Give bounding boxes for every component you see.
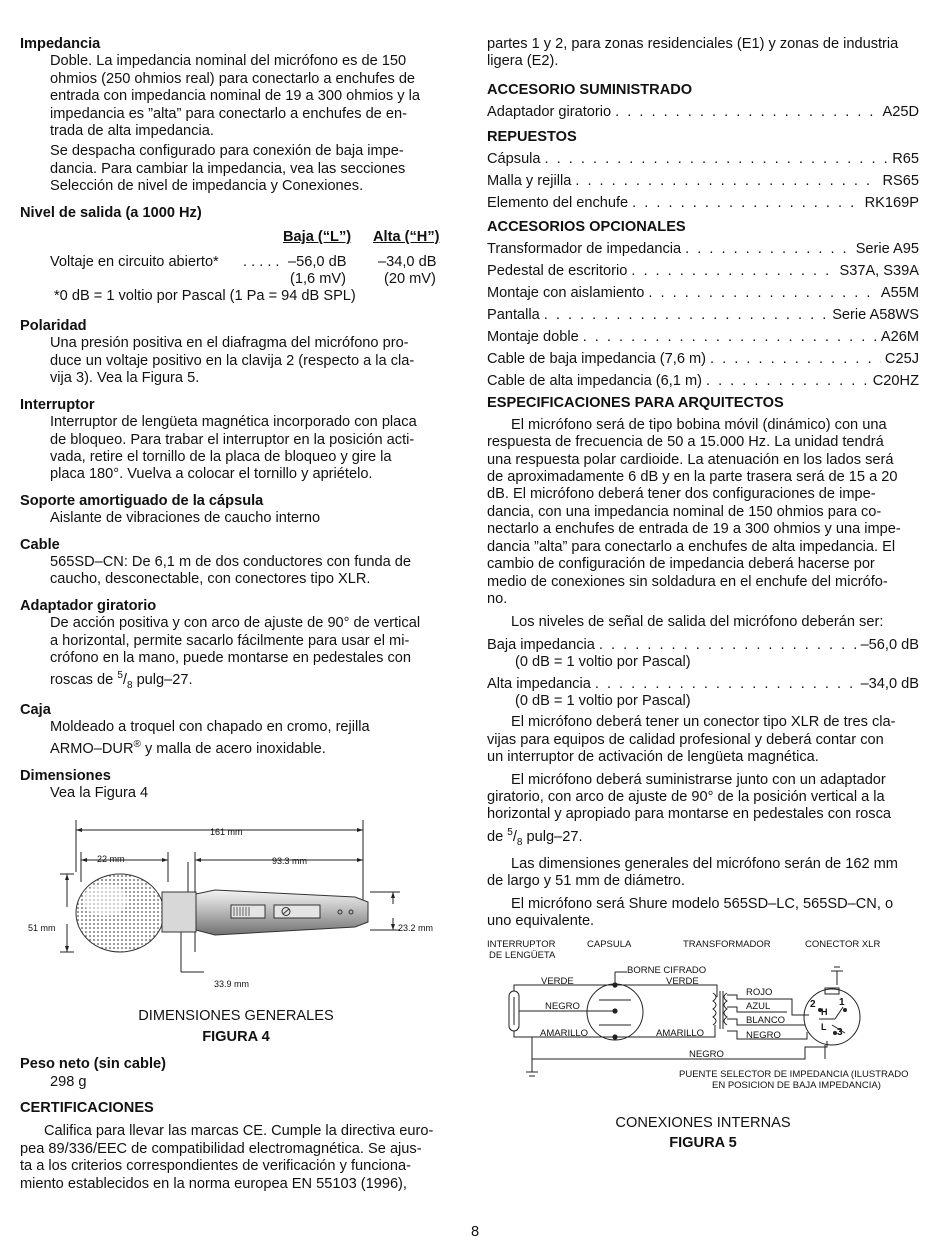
registered-mark: ® [133, 739, 141, 751]
text-line: nectarlo a enchufes de entrada de 19 a 300 ohmios y una impe- [487, 521, 901, 538]
label-borne-cifrado: BORNE CIFRADO [627, 964, 707, 976]
item-label: Montaje con aislamiento [487, 285, 645, 302]
text-line: 565SD–CN: De 6,1 m de dos conductores con funda de [50, 553, 412, 570]
text-line: roscas de $^5/_8$ pulg–27. [50, 670, 193, 692]
text-line: de $^5/_8$ pulg–27. [487, 826, 583, 848]
paragraph [50, 510, 452, 527]
text-line: impedancia es ”alta” para conectarlo a enchufes de en- [50, 105, 407, 122]
text-fragment: ARMO–DUR [50, 741, 134, 758]
text-line: Doble. La impedancia nominal del micrófono es de 150 [50, 53, 407, 70]
section-caja [20, 702, 452, 759]
section-heading: Polaridad [20, 318, 87, 335]
text-line: a horizontal, permite sacarlo fácilmente para usar el mi- [50, 632, 410, 649]
figure-4-caption: DIMENSIONES GENERALES [138, 1008, 334, 1025]
text-line: un interruptor de activación de lengüeta magnética. [487, 749, 819, 766]
text-line: entrada con impedancia nominal de 19 a 300 ohmios y la [50, 88, 420, 105]
paragraph [487, 714, 919, 766]
label-negro-1: NEGRO [545, 1000, 580, 1012]
leader-dots [632, 195, 860, 212]
figure-5-caption: CONEXIONES INTERNAS [615, 1114, 791, 1131]
item-value: Serie A95 [855, 241, 919, 258]
fraction-denominator: 8 [516, 836, 523, 848]
footnote: *0 dB = 1 voltio por Pascal (1 Pa = 94 dB SPL) [54, 288, 356, 305]
text-line: Selección de nivel de impedancia y Conexiones. [50, 178, 364, 195]
text-line: Aislante de vibraciones de caucho interno [50, 510, 321, 527]
text-line: medio de conexiones sin soldadura en el enchufe del micrófo- [487, 573, 888, 590]
section-soporte [20, 493, 452, 528]
section-heading: Cable [20, 536, 60, 553]
text-line: dB. El micrófono deberá tener dos configuraciones de impe- [487, 486, 876, 503]
text-line: El micrófono será de tipo bobina móvil (dinámico) con una [511, 416, 887, 433]
item-value: S37A, S39A [839, 263, 919, 280]
section-heading: Dimensiones [20, 767, 111, 784]
text-line: vija 3). Vea la Figura 5. [50, 370, 200, 387]
section-nivel-salida [20, 205, 452, 310]
grille [76, 874, 164, 952]
paragraph [50, 719, 452, 759]
pin-h: H [821, 1006, 828, 1017]
text-line: dancia. Para cambiar la impedancia, vea las secciones [50, 160, 406, 177]
figure-5-label: FIGURA 5 [669, 1134, 737, 1151]
text-line: ligera (E2). [487, 53, 559, 70]
parts-list-item [487, 351, 919, 373]
item-value: R65 [892, 151, 919, 168]
leader-dots [545, 151, 889, 168]
section-certificaciones [20, 1100, 452, 1193]
text-line: Las dimensiones generales del micrófono serán de 162 mm [511, 855, 898, 872]
paragraph [50, 53, 452, 140]
text-line: ta a los criterios correspondientes de verificación y funciona- [20, 1158, 411, 1175]
label-lengueta: DE LENGÜETA [489, 949, 556, 961]
paragraph [50, 785, 452, 802]
item-label: Malla y rejilla [487, 173, 572, 190]
label-capsula: CAPSULA [587, 938, 632, 950]
section-heading: Soporte amortiguado de la cápsula [20, 492, 264, 509]
leader-dots [648, 285, 877, 302]
text-line: vada, retire el tornillo de la placa de bloqueo y gire la [50, 448, 392, 465]
fraction-numerator: 5 [117, 670, 123, 682]
parts-list-item [487, 263, 919, 285]
figure-5 [487, 937, 922, 1115]
text-line: El micrófono será Shure modelo 565SD–LC, 565SD–CN, o [511, 895, 894, 912]
section-dimensiones [20, 768, 452, 803]
dimension-51: 51 mm [28, 923, 56, 934]
dimension-161: 161 mm [210, 827, 243, 838]
item-label: Cápsula [487, 151, 541, 168]
pin-2: 2 [810, 998, 816, 1010]
section-polaridad [20, 318, 452, 388]
text-fragment: roscas de [50, 672, 118, 689]
level-note: (0 dB = 1 voltio por Pascal) [515, 692, 691, 709]
paragraph [20, 1123, 452, 1193]
right-column [487, 36, 919, 1152]
text-line: Vea la Figura 4 [50, 785, 149, 802]
leader-dots [575, 173, 878, 190]
section-heading: ACCESORIO SUMINISTRADO [487, 81, 693, 98]
level-note: (0 dB = 1 voltio por Pascal) [515, 654, 691, 671]
leader-dots: . . . . . [243, 254, 280, 271]
item-value: RK169P [864, 195, 919, 212]
paragraph [50, 615, 452, 694]
section-interruptor [20, 397, 452, 484]
paragraph [487, 772, 919, 851]
text-line: giratorio, con arco de ajuste de 90° de la posición vertical a la [487, 788, 885, 805]
output-level-table [20, 222, 452, 310]
item-label: Transformador de impedancia [487, 241, 682, 258]
item-value: C25J [884, 351, 919, 368]
text-line: dancia, con una impedancia nominal de 150 ohmios para co- [487, 503, 882, 520]
text-line: de largo y 51 mm de diámetro. [487, 873, 685, 890]
leader-dots [710, 351, 881, 368]
text-line: duce un voltaje positivo en la clavija 2 (respecto a la cla- [50, 352, 415, 369]
paragraph [487, 36, 919, 71]
text-line: vijas para equipos de calidad profesional y deberá contar con [487, 731, 884, 748]
text-fragment: pulg–27. [522, 828, 583, 845]
leader-dots [599, 637, 857, 654]
leader-dots [706, 373, 869, 390]
section-heading: Peso neto (sin cable) [20, 1056, 166, 1073]
paragraph [50, 554, 452, 589]
item-value: C20HZ [872, 373, 919, 390]
text-line: Se despacha configurado para conexión de baja impe- [50, 143, 404, 160]
page-number: 8 [470, 1224, 480, 1240]
figure-4 [20, 802, 452, 992]
label-azul: AZUL [746, 1000, 771, 1012]
paragraph: Los niveles de señal de salida del micrófono deberán ser: [511, 614, 884, 631]
label-puente-1: PUENTE SELECTOR DE IMPEDANCIA (ILUSTRADO [679, 1068, 909, 1080]
paragraph [50, 335, 452, 387]
text-line: horizontal y apropiado para montarse en pedestales con rosca [487, 806, 892, 823]
section-heading: Interruptor [20, 396, 95, 413]
label-amarillo-1: AMARILLO [540, 1027, 589, 1039]
label-verde-2: VERDE [666, 975, 699, 987]
switch-plate [274, 905, 320, 918]
text-line: de aproximadamente 6 dB y en la parte trasera será de 15 a 20 [487, 469, 898, 486]
alta-db-value: –34,0 dB [378, 254, 437, 271]
label-negro-2: NEGRO [746, 1029, 781, 1041]
dimension-33: 33.9 mm [214, 979, 250, 990]
parts-list-item [487, 195, 919, 217]
figure-4-label: FIGURA 4 [202, 1028, 270, 1045]
paragraph [50, 143, 452, 195]
section-heading: Impedancia [20, 36, 101, 52]
section-impedancia [20, 36, 452, 196]
item-value: A26M [880, 329, 919, 346]
parts-list-item [487, 151, 919, 173]
text-line: Moldeado a troquel con chapado en cromo, rejilla [50, 718, 370, 735]
parts-list-item [487, 241, 919, 263]
fraction-numerator: 5 [507, 826, 513, 838]
section-cable [20, 537, 452, 589]
level-row [487, 637, 919, 654]
paragraph [487, 417, 919, 608]
row-label: Voltaje en circuito abierto* [50, 254, 219, 271]
handle-collar [162, 892, 196, 932]
section-heading: ESPECIFICACIONES PARA ARQUITECTOS [487, 395, 784, 412]
label-negro-3: NEGRO [689, 1048, 724, 1060]
text-line: dancia ”alta” para conectarlo a enchufes de alta impedancia. El [487, 538, 896, 555]
leader-dots [583, 329, 877, 346]
level-label: Alta impedancia [487, 675, 591, 692]
dimension-22: 22 mm [97, 854, 125, 865]
section-heading: Adaptador giratorio [20, 597, 157, 614]
text-line: trada de alta impedancia. [50, 123, 214, 140]
label-transformador: TRANSFORMADOR [683, 938, 771, 950]
item-value: RS65 [882, 173, 919, 190]
label-blanco: BLANCO [746, 1014, 786, 1026]
text-line: El micrófono deberá tener un conector tipo XLR de tres cla- [511, 714, 896, 731]
text-line: pea 89/336/EEC de compatibilidad electromagnética. Se ajus- [20, 1140, 422, 1157]
text-fragment: pulg–27. [132, 672, 193, 689]
level-label: Baja impedancia [487, 636, 595, 653]
item-value: Serie A58WS [832, 307, 919, 324]
level-value: –34,0 dB [860, 675, 919, 692]
item-label: Montaje doble [487, 329, 579, 346]
paragraph [487, 856, 919, 891]
label-amarillo-2: AMARILLO [656, 1027, 705, 1039]
item-label: Pantalla [487, 307, 540, 324]
label-rojo: ROJO [746, 986, 773, 998]
parts-list-item [487, 329, 919, 351]
pin-1: 1 [839, 996, 845, 1008]
parts-list [487, 151, 919, 217]
item-label: Cable de baja impedancia (7,6 m) [487, 351, 707, 368]
parts-list-item [487, 173, 919, 195]
leader-dots [685, 241, 852, 258]
text-line: Interruptor de lengüeta magnética incorporado con placa [50, 414, 417, 431]
label-puente-2: EN POSICION DE BAJA IMPEDANCIA) [712, 1079, 881, 1091]
pin-l: L [821, 1021, 827, 1032]
baja-db-value: –56,0 dB [288, 254, 347, 271]
text-line: Una presión positiva en el diafragma del micrófono pro- [50, 335, 409, 352]
text-line: El micrófono deberá suministrarse junto con un adaptador [511, 771, 886, 788]
section-heading: Nivel de salida (a 1000 Hz) [20, 204, 202, 221]
parts-list-item [487, 307, 919, 329]
level-value: –56,0 dB [860, 636, 919, 653]
column-header-alta: Alta (“H”) [373, 229, 440, 246]
text-line: De acción positiva y con arco de ajuste de 90° de vertical [50, 615, 421, 632]
parts-list-item [487, 373, 919, 395]
fraction-denominator: 8 [126, 680, 133, 692]
text-line: cambio de configuración de impedancia deberá hacerse por [487, 556, 875, 573]
section-peso [20, 1056, 452, 1091]
text-line: partes 1 y 2, para zonas residenciales (E1) y zonas de industria [487, 36, 899, 52]
item-value: A55M [880, 285, 919, 302]
text-line: placa 180°. Vuelva a colocar el tornillo y apriételo. [50, 466, 373, 483]
section-heading: Caja [20, 701, 51, 718]
pin-3: 3 [837, 1026, 843, 1038]
section-adaptador [20, 598, 452, 695]
item-label: Cable de alta impedancia (6,1 m) [487, 373, 702, 390]
item-label: Elemento del enchufe [487, 195, 629, 212]
text-line: de bloqueo. Para trabar el interruptor en la posición acti- [50, 431, 415, 448]
left-column [20, 36, 452, 1193]
text-line: una respuesta polar cardioide. La atenuación en los lados será [487, 451, 894, 468]
text-line [50, 736, 452, 758]
label-interruptor: INTERRUPTOR [487, 938, 556, 950]
text-fragment: de [487, 828, 508, 845]
baja-mv-value: (1,6 mV) [290, 271, 346, 288]
parts-list-item [487, 285, 919, 307]
item-label: Adaptador giratorio [487, 104, 612, 121]
leader-dots [615, 104, 878, 121]
accessories-list [487, 241, 919, 395]
text-line: respuesta de frecuencia de 50 a 15.000 Hz. La unidad tendrá [487, 434, 884, 451]
text-line: crófono en la mano, puede montarse en pedestales con [50, 649, 412, 666]
section-heading: CERTIFICACIONES [20, 1100, 154, 1117]
text-line: no. [487, 590, 508, 607]
item-value: A25D [882, 104, 919, 121]
leader-dots [595, 676, 857, 693]
text-line: Califica para llevar las marcas CE. Cumple la directiva euro- [44, 1123, 434, 1140]
text-line: uno equivalente. [487, 913, 595, 930]
section-heading: REPUESTOS [487, 128, 577, 145]
paragraph [487, 896, 919, 931]
text-fragment: y malla de acero inoxidable. [140, 741, 326, 758]
leader-dots [631, 263, 835, 280]
column-header-baja: Baja (“L”) [283, 229, 352, 246]
item-label: Pedestal de escritorio [487, 263, 628, 280]
text-line: caucho, desconectable, con conectores tipo XLR. [50, 571, 371, 588]
label-conector-xlr: CONECTOR XLR [805, 938, 881, 950]
text-line: ohmios (250 ohmios real) para conectarlo a enchufes de [50, 70, 416, 87]
leader-dots [544, 307, 828, 324]
level-row [487, 676, 919, 693]
paragraph [50, 414, 452, 484]
parts-list-item [487, 104, 919, 121]
alta-mv-value: (20 mV) [384, 271, 436, 288]
section-heading: ACCESORIOS OPCIONALES [487, 219, 686, 236]
weight-value: 298 g [50, 1073, 87, 1090]
text-line: miento establecidos en la norma europea EN 55103 (1996), [20, 1175, 407, 1192]
dimension-23: 23.2 mm [398, 923, 434, 934]
label-verde-1: VERDE [541, 975, 574, 987]
dimension-93: 93.3 mm [272, 856, 308, 867]
output-levels [487, 637, 919, 711]
